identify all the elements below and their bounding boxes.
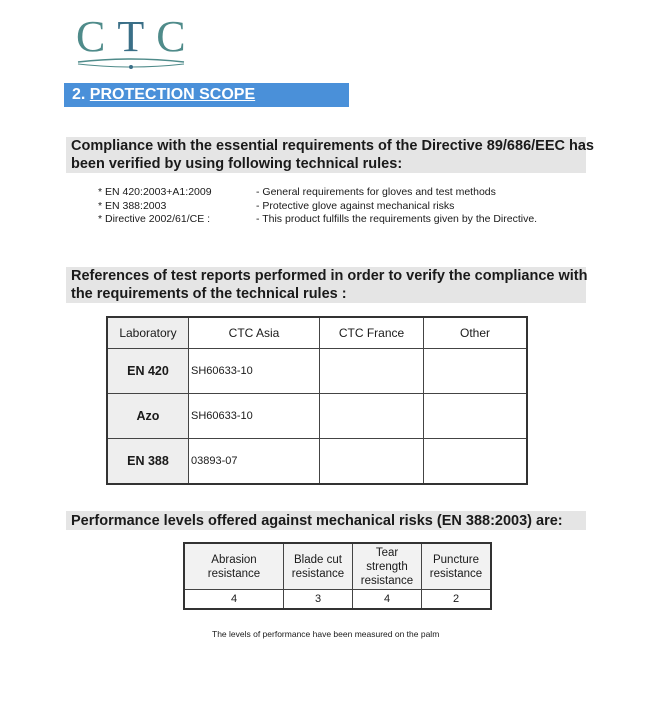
cell-ctc-asia: SH60633-10 [189, 349, 320, 394]
footnote: The levels of performance have been measured on the palm [212, 629, 440, 639]
logo-letter-t: T [117, 12, 157, 61]
cell-ctc-asia: SH60633-10 [189, 394, 320, 439]
row-label: EN 388 [107, 439, 189, 485]
value-abrasion: 4 [184, 590, 284, 610]
cell-other [424, 349, 528, 394]
cell-ctc-france [320, 349, 424, 394]
table-header-row [107, 317, 527, 349]
rule-standard: * EN 388:2003 [98, 199, 167, 212]
table-header-row [184, 543, 491, 590]
compliance-heading-line-1: Compliance with the essential requirements of the Directive 89/686/EEC has [71, 138, 594, 154]
header-line: strength [366, 560, 408, 573]
rule-description: - General requirements for gloves and test methods [256, 186, 496, 198]
logo-letter-c1: C [76, 12, 118, 61]
value-blade-cut: 3 [284, 590, 353, 610]
row-label: Azo [107, 394, 189, 439]
rule-description: - Protective glove against mechanical risks [256, 199, 455, 212]
compliance-heading [71, 137, 594, 173]
section-title [72, 86, 255, 104]
row-label: EN 420 [107, 349, 189, 394]
rule-standard: * EN 420:2003+A1:2009 [98, 186, 212, 198]
technical-rules-list [98, 186, 537, 227]
value-puncture: 2 [422, 590, 492, 610]
cell-other [424, 394, 528, 439]
rule-standard: * Directive 2002/61/CE : [98, 213, 211, 225]
logo-letter-c2: C [156, 12, 198, 61]
performance-levels-table [183, 542, 492, 610]
header-other: Other [424, 317, 528, 349]
header-line: resistance [207, 567, 261, 580]
header-line: Abrasion [211, 553, 257, 566]
table-row [107, 439, 527, 485]
header-ctc-asia: CTC Asia [189, 317, 320, 349]
section-title-text: PROTECTION SCOPE [89, 86, 256, 103]
section-number: 2. [72, 86, 86, 103]
header-line: resistance [291, 567, 345, 580]
references-heading-line-2: the requirements of the technical rules : [71, 286, 347, 302]
section-header [64, 83, 349, 107]
table-row [107, 349, 527, 394]
header-line: Tear [375, 546, 399, 559]
rule-item [98, 213, 537, 227]
cell-other [424, 439, 528, 485]
logo-swoosh-icon [76, 54, 186, 74]
cell-ctc-asia: 03893-07 [189, 439, 320, 485]
table-row [184, 590, 491, 610]
header-blade-cut [284, 543, 353, 590]
header-puncture [422, 543, 492, 590]
header-line: resistance [429, 567, 483, 580]
table-row [107, 394, 527, 439]
test-reports-table [106, 316, 528, 485]
rule-item [98, 186, 537, 200]
header-line: Puncture [432, 553, 480, 566]
header-laboratory: Laboratory [107, 317, 189, 349]
header-abrasion [184, 543, 284, 590]
cell-ctc-france [320, 394, 424, 439]
value-tear-strength: 4 [353, 590, 422, 610]
compliance-heading-line-2: been verified by using following technical rules: [71, 156, 403, 172]
rule-item [98, 200, 537, 214]
performance-heading: Performance levels offered against mechanical risks (EN 388:2003) are: [71, 513, 563, 529]
ctc-logo [76, 12, 198, 74]
rule-description: - This product fulfills the requirements given by the Directive. [256, 213, 538, 225]
header-line: resistance [360, 574, 414, 587]
header-tear-strength [353, 543, 422, 590]
header-ctc-france: CTC France [320, 317, 424, 349]
cell-ctc-france [320, 439, 424, 485]
header-line: Blade cut [294, 553, 342, 566]
references-heading [71, 267, 588, 303]
references-heading-line-1: References of test reports performed in order to verify the compliance with [71, 268, 588, 284]
